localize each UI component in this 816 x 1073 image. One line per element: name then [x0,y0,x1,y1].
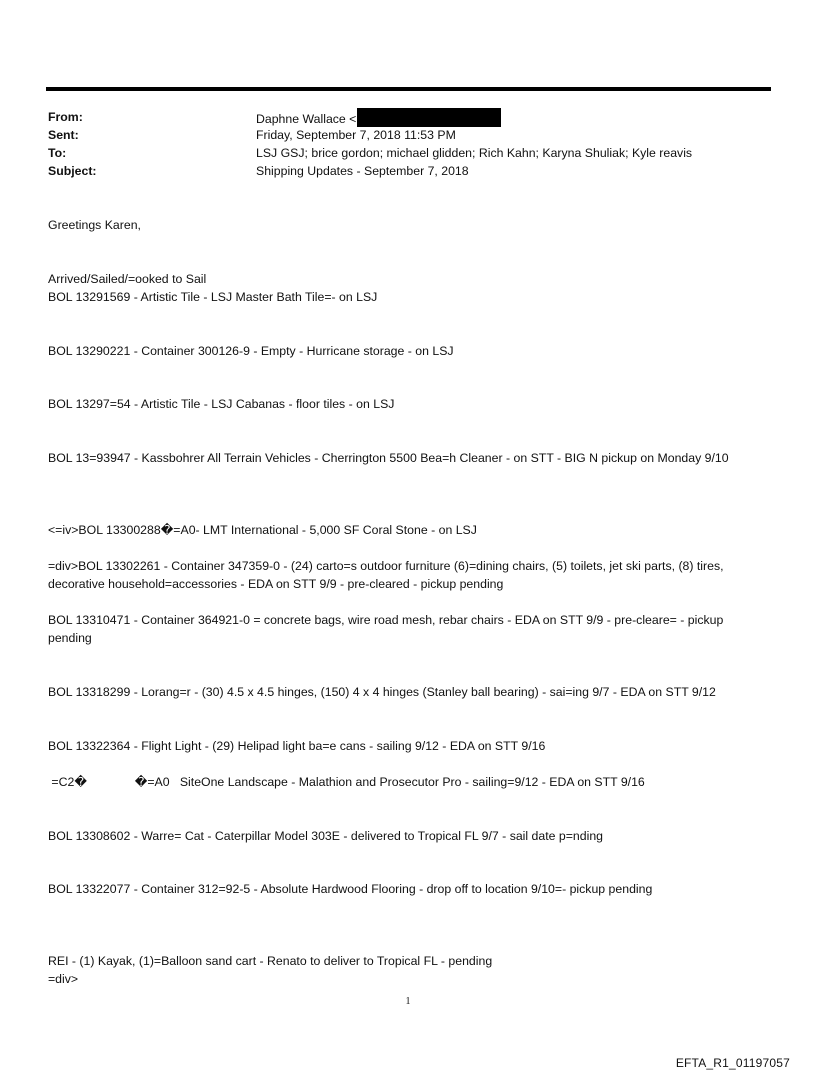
shipment-line: BOL 13=93947 - Kassbohrer All Terrain Vehicles - Cherrington 5500 Bea=h Cleaner - on STT - BIG N pickup on Monday 9/10 [48,451,729,465]
sent-value: Friday, September 7, 2018 11:53 PM [256,128,456,142]
from-row [48,108,768,126]
to-value: LSJ GSJ; brice gordon; michael glidden; Rich Kahn; Karyna Shuliak; Kyle reavis [256,146,693,160]
subject-label: Subject: [48,164,97,178]
trailing-markup: =div> [48,972,79,986]
shipment-line: =div>BOL 13302261 - Container 347359-0 - (24) carto=s outdoor furniture (6)=dining chairs, (5) toilets, jet ski parts, (8) tires, decorative household=accessories - EDA on STT 9/9 - pre-cleared - pickup pending [48,559,727,591]
section-heading: Arrived/Sailed/=ooked to Sail [48,272,207,286]
greeting: Greetings Karen, [48,218,141,232]
to-label: To: [48,146,67,160]
shipment-line: =C2� �=A0 SiteOne Landscape - Malathion and Prosecutor Pro - sailing=9/12 - EDA on STT 9/16 [48,775,645,789]
subject-value: Shipping Updates - September 7, 2018 [256,164,469,178]
from-label: From: [48,110,83,124]
shipment-line: BOL 13322077 - Container 312=92-5 - Absolute Hardwood Flooring - drop off to location 9/10=- pickup pending [48,882,653,896]
subject-row [48,162,768,180]
document-id: EFTA_R1_01197057 [675,1056,790,1070]
from-value [256,108,501,128]
to-row [48,144,768,162]
shipment-line: BOL 13291569 - Artistic Tile - LSJ Master Bath Tile=- on LSJ [48,290,378,304]
shipment-line: BOL 13310471 - Container 364921-0 = concrete bags, wire road mesh, rebar chairs - EDA on STT 9/9 - pre-cleare= - pickup pending [48,613,727,645]
shipment-line: BOL 13290221 - Container 300126-9 - Empty - Hurricane storage - on LSJ [48,344,454,358]
shipment-line: <=iv>BOL 13300288�=A0- LMT International - 5,000 SF Coral Stone - on LSJ [48,523,477,537]
header-divider [46,87,771,91]
from-name: Daphne Wallace < [256,112,357,126]
sent-row [48,126,768,144]
shipment-line: REI - (1) Kayak, (1)=Balloon sand cart - Renato to deliver to Tropical FL - pending [48,954,493,968]
shipment-line: BOL 13297=54 - Artistic Tile - LSJ Cabanas - floor tiles - on LSJ [48,397,395,411]
sent-label: Sent: [48,128,79,142]
page-number: 1 [405,996,411,1007]
redaction-block [357,108,501,127]
shipment-line: BOL 13322364 - Flight Light - (29) Helipad light ba=e cans - sailing 9/12 - EDA on STT 9/16 [48,739,546,753]
shipment-line: BOL 13308602 - Warre= Cat - Caterpillar Model 303E - delivered to Tropical FL 9/7 - sail date p=nding [48,829,604,843]
shipment-line: BOL 13318299 - Lorang=r - (30) 4.5 x 4.5 hinges, (150) 4 x 4 hinges (Stanley ball bearing) - sai=ing 9/7 - EDA on STT 9/12 [48,685,716,699]
